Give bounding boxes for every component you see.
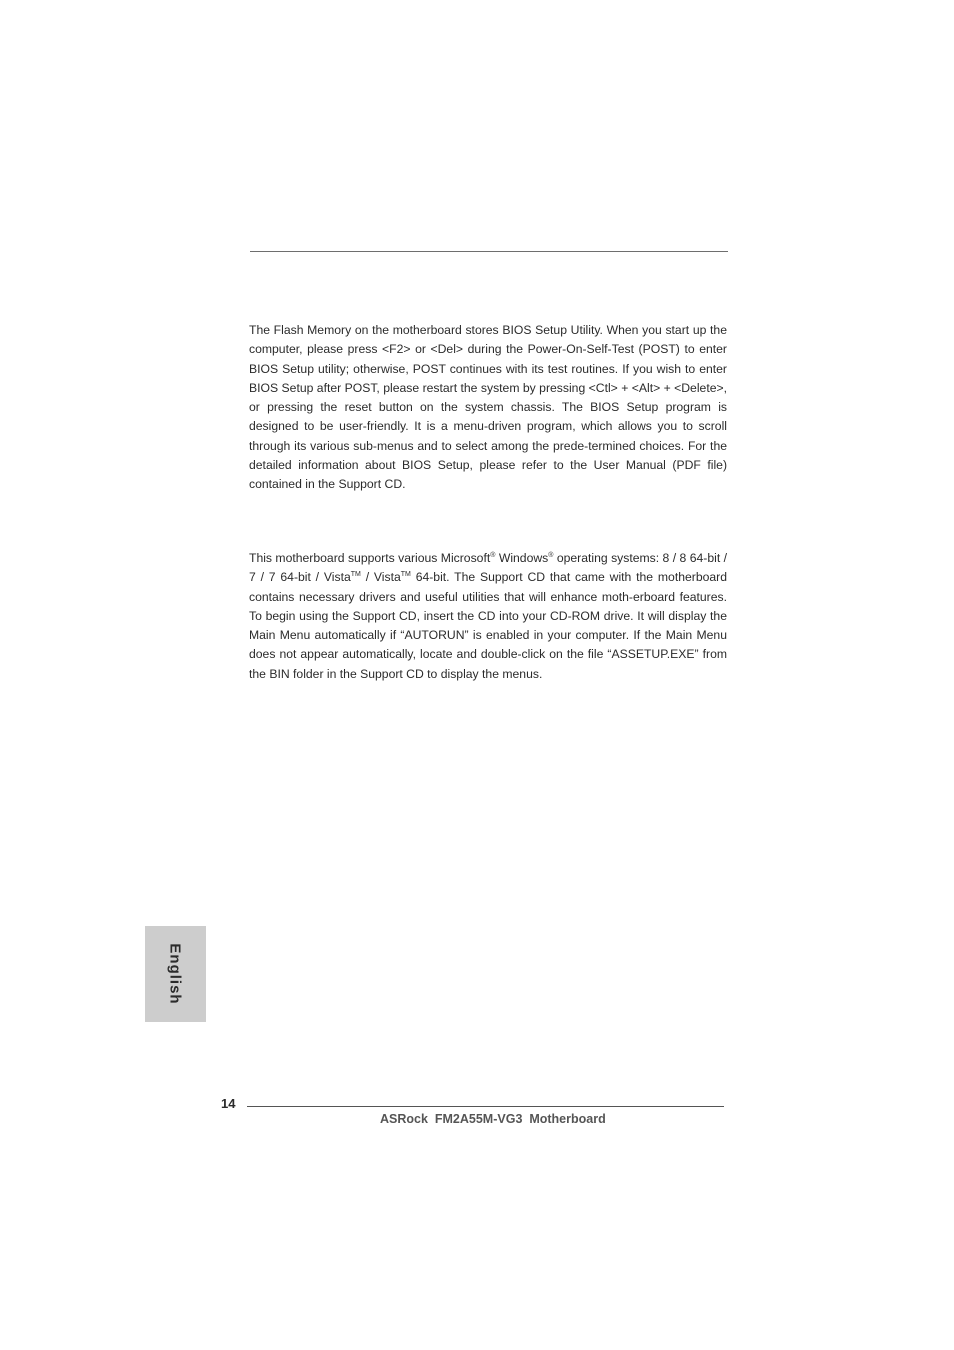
cd-paragraph-text-2: Windows (495, 551, 549, 565)
footer-product-name: ASRock FM2A55M-VG3 Motherboard (380, 1112, 606, 1126)
registered-mark: ® (490, 552, 496, 559)
language-tab-label: English (166, 943, 184, 1005)
cd-paragraph-text-1: This motherboard supports various Microsoft (249, 551, 491, 565)
trademark-mark: TM (400, 571, 411, 579)
footer-divider (247, 1106, 724, 1107)
registered-mark: ® (548, 552, 554, 559)
header-divider (250, 251, 728, 252)
cd-paragraph-text-3: operating systems: 8 / 8 64-bit / 7 / 7 64-bit / Vista (249, 551, 728, 585)
language-side-tab (145, 926, 206, 1022)
cd-paragraph-text-4: / Vista (360, 570, 401, 585)
support-cd-paragraph (249, 549, 727, 684)
bios-setup-paragraph: The Flash Memory on the motherboard stores BIOS Setup Utility. When you start up the computer, please press <F2> or <Del> during the Power-On-Self-Test (POST) to enter BIOS Setup utility; otherwise, POST continues with its test routines. If you wish to enter BIOS Setup after POST, please restart the system by pressing <Ctl> + <Alt> + <Delete>, or pressing the reset button on the system chassis. The BIOS Setup program is designed to be user-friendly. It is a menu-driven program, which allows you to scroll through its various sub-menus and to select among the prede-termined choices. For the detailed information about BIOS Setup, please refer to the User Manual (PDF file) contained in the Support CD. (249, 323, 727, 492)
trademark-mark: TM (350, 571, 361, 579)
page-number: 14 (221, 1096, 236, 1111)
cd-paragraph-text-5: 64-bit. The Support CD that came with the motherboard contains necessary drivers and useful utilities that will enhance moth-erboard features. To begin using the Support CD, insert the CD into your CD-ROM drive. It will display the Main Menu automatically if “AUTORUN” is enabled in your computer. If the Main Menu does not appear automatically, locate and double-click on the file “ASSETUP.EXE” from the BIN folder in the Support CD to display the menus. (249, 570, 727, 681)
